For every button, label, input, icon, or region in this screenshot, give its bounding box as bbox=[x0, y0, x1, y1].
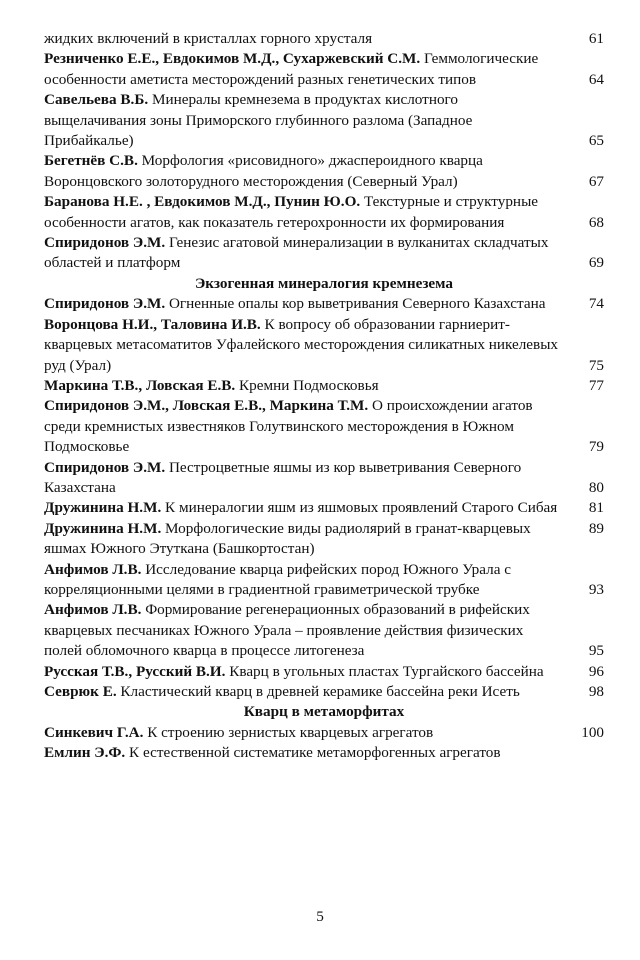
entry-text bbox=[44, 743, 564, 763]
entry-authors: Бегетнёв С.В. bbox=[44, 152, 138, 170]
entry-text bbox=[44, 396, 564, 457]
entry-title: жидких включений в кристаллах горного хрусталя bbox=[44, 30, 373, 47]
entry-page-number: 100 bbox=[581, 723, 604, 741]
toc-entry bbox=[44, 315, 604, 376]
entry-title: Огненные опалы кор выветривания Северного Казахстана bbox=[168, 295, 546, 313]
entry-title: Морфологические виды радиолярий в гранат-кварцевых яшмах Южного Этуткана (Башкортостан) bbox=[44, 519, 531, 558]
entry-text bbox=[44, 90, 564, 151]
page-number: 5 bbox=[316, 908, 324, 925]
toc-entry bbox=[44, 682, 604, 702]
toc-entry bbox=[44, 723, 604, 743]
toc-entry bbox=[44, 233, 604, 274]
entry-authors: Синкевич Г.А. bbox=[44, 723, 144, 741]
entry-title: К естественной систематике метаморфогенных агрегатов bbox=[129, 744, 501, 762]
entry-authors: Баранова Н.Е. , Евдокимов М.Д., Пунин Ю.О. bbox=[44, 193, 361, 211]
entry-authors: Емлин Э.Ф. bbox=[44, 744, 126, 762]
entry-page-number: 65 bbox=[588, 132, 604, 150]
entry-page-number: 98 bbox=[588, 683, 604, 700]
entry-title: Пестроцветные яшмы из кор выветривания Северного Казахстана bbox=[44, 458, 522, 496]
entry-text bbox=[44, 315, 564, 376]
entry-page-number: 81 bbox=[588, 499, 604, 517]
entry-page-number: 68 bbox=[588, 213, 604, 231]
entry-page-number: 93 bbox=[588, 580, 604, 598]
toc-entry bbox=[44, 743, 604, 763]
entry-authors: Спиридонов Э.М. bbox=[44, 458, 166, 476]
entry-page-number: 61 bbox=[588, 30, 604, 47]
toc-entry bbox=[44, 600, 604, 661]
entry-authors: Русская Т.В., Русский В.И. bbox=[44, 662, 226, 680]
entry-page-number: 74 bbox=[588, 295, 604, 313]
entry-page-number: 75 bbox=[588, 356, 604, 374]
entry-title: Кремни Подмосковья bbox=[239, 376, 379, 394]
entry-page-number: 95 bbox=[588, 642, 604, 660]
entry-text bbox=[44, 600, 564, 661]
entry-authors: Севрюк Е. bbox=[44, 683, 117, 700]
toc-entry bbox=[44, 458, 604, 499]
toc-entry bbox=[44, 396, 604, 457]
toc-entry bbox=[44, 662, 604, 682]
entry-text bbox=[44, 233, 564, 274]
entry-page-number: 67 bbox=[588, 172, 604, 190]
toc-entry bbox=[44, 560, 604, 601]
toc-entry bbox=[44, 29, 604, 49]
entry-page-number: 80 bbox=[588, 478, 604, 496]
toc-entry bbox=[44, 376, 604, 396]
section-heading: Экзогенная минералогия кремнезема bbox=[195, 274, 453, 292]
toc-entry bbox=[44, 192, 604, 233]
section-heading: Кварц в метаморфитах bbox=[243, 703, 405, 721]
toc-entry bbox=[44, 498, 604, 518]
entry-authors: Резниченко Е.Е., Евдокимов М.Д., Сухаржевский С.М. bbox=[44, 50, 421, 68]
entry-title: Исследование кварца рифейских пород Южного Урала с корреляционными целями в градиентной гравиметрической трубке bbox=[44, 560, 511, 598]
entry-text bbox=[44, 192, 564, 233]
entry-text bbox=[44, 560, 584, 601]
entry-authors: Анфимов Л.В. bbox=[44, 601, 142, 619]
entry-title: К вопросу об образовании гарниерит-кварцевых метасоматитов Уфалейского месторождения силикатных никелевых руд (Урал) bbox=[44, 315, 559, 374]
entry-page-number: 69 bbox=[588, 254, 604, 272]
entry-text bbox=[44, 519, 564, 560]
entry-authors: Спиридонов Э.М., Ловская Е.В., Маркина Т.М. bbox=[44, 397, 369, 415]
toc-entry bbox=[44, 294, 604, 314]
entry-title: К строению зернистых кварцевых агрегатов bbox=[147, 723, 434, 741]
entry-authors: Дружинина Н.М. bbox=[44, 499, 162, 517]
entry-text bbox=[44, 662, 564, 682]
entry-title: Формирование регенерационных образований в рифейских кварцевых песчаниках Южного Урала – проявление действия физических полей обломочного кварца в процессе литогенеза bbox=[44, 601, 530, 660]
entry-page-number: 89 bbox=[588, 520, 604, 538]
entry-title: К минералогии яшм из яшмовых проявлений Старого Сибая bbox=[165, 499, 558, 517]
entry-authors: Савельева В.Б. bbox=[44, 91, 149, 109]
entry-text bbox=[44, 49, 564, 90]
entry-text bbox=[44, 29, 564, 49]
entry-page-number: 77 bbox=[588, 376, 604, 394]
entry-text bbox=[44, 294, 564, 314]
table-of-contents bbox=[44, 29, 604, 764]
entry-title: Минералы кремнезема в продуктах кислотного выщелачивания зоны Приморского глубинного разлома (Западное Прибайкалье) bbox=[44, 91, 473, 150]
entry-authors: Воронцова Н.И., Таловина И.В. bbox=[44, 315, 261, 333]
toc-entry bbox=[44, 49, 604, 90]
toc-entry bbox=[44, 151, 604, 192]
entry-page-number: 79 bbox=[588, 438, 604, 456]
entry-title: О происхождении агатов среди кремнистых известняков Голутвинского месторождения в Южном Подмосковье bbox=[44, 397, 533, 456]
entry-page-number: 96 bbox=[588, 662, 604, 680]
entry-text bbox=[44, 682, 564, 702]
entry-title: Морфология «рисовидного» джаспероидного кварца Воронцовского золоторудного месторождения (Северный Урал) bbox=[44, 152, 483, 190]
entry-authors: Спиридонов Э.М. bbox=[44, 234, 166, 252]
entry-text bbox=[44, 151, 564, 192]
entry-page-number: 64 bbox=[588, 70, 604, 88]
entry-authors: Маркина Т.В., Ловская Е.В. bbox=[44, 376, 236, 394]
entry-text bbox=[44, 458, 564, 499]
entry-title: Кварц в угольных пластах Тургайского бассейна bbox=[229, 662, 544, 680]
entry-title: Текстурные и структурные особенности агатов, как показатель гетерохронности их формирования bbox=[44, 193, 539, 231]
entry-text bbox=[44, 498, 564, 518]
entry-text bbox=[44, 376, 564, 396]
entry-title: Кластический кварц в древней керамике бассейна реки Исеть bbox=[120, 683, 520, 700]
toc-entry bbox=[44, 90, 604, 151]
entry-title: Геммологические особенности аметиста месторождений разных генетических типов bbox=[44, 50, 539, 88]
entry-text bbox=[44, 723, 564, 743]
entry-authors: Дружинина Н.М. bbox=[44, 519, 162, 537]
toc-entry bbox=[44, 519, 604, 560]
entry-authors: Анфимов Л.В. bbox=[44, 560, 142, 578]
entry-title: Генезис агатовой минерализации в вулканитах складчатых областей и платформ bbox=[44, 234, 549, 272]
entry-authors: Спиридонов Э.М. bbox=[44, 295, 166, 313]
